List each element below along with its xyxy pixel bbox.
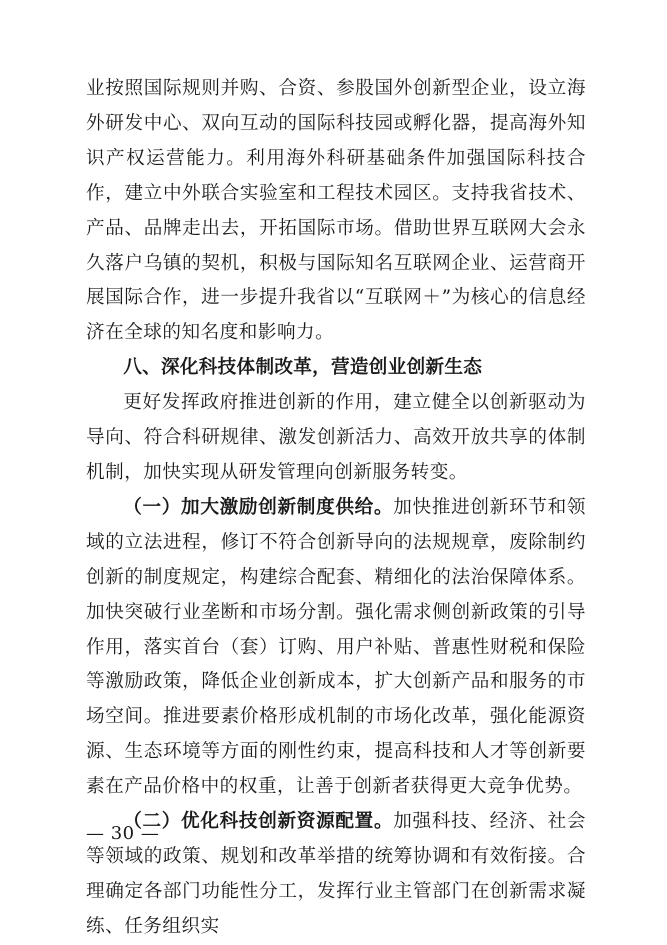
section-heading: 八、深化科技体制改革，营造创业创新生态 (123, 357, 483, 379)
paragraph-resource-allocation (86, 805, 586, 945)
subsection-body-2: 加强科技、经济、社会等领域的政策、规划和改革举措的统筹协调和有效衔接。合理确定各部门功能性分工，发挥行业主管部门在创新需求凝练、任务组织实 (86, 811, 586, 937)
paragraph-international-cooperation: 业按照国际规则并购、合资、参股国外创新型企业，设立海外研发中心、双向互动的国际科技园或孵化器，提高海外知识产权运营能力。利用海外科研基础条件加强国际科技合作，建立中外联合实验室和工程技术园区。支持我省技术、产品、品牌走出去，开拓国际市场。借助世界互联网大会永久落户乌镇的契机，积极与国际知名互联网企业、运营商开展国际合作，进一步提升我省以“互联网＋”为核心的信息经济在全球的知名度和影响力。 (86, 78, 586, 344)
subsection-heading-2: （二）优化科技创新资源配置。 (123, 811, 394, 833)
paragraph-section-intro: 更好发挥政府推进创新的作用，建立健全以创新驱动为导向、符合科研规律、激发创新活力、高效开放共享的体制机制，加快实现从研发管理向创新服务转变。 (86, 392, 586, 483)
page-number: — 30 — (86, 823, 160, 844)
page-body (86, 72, 586, 945)
subsection-heading-1: （一）加大激励创新制度供给。 (123, 496, 394, 518)
paragraph-incentive-system (86, 491, 586, 805)
subsection-body-1: 加快推进创新环节和领域的立法进程，修订不符合创新导向的法规规章，废除制约创新的制度规定，构建综合配套、精细化的法治保障体系。加快突破行业垄断和市场分割。强化需求侧创新政策的引导作用，落实首台（套）订购、用户补贴、普惠性财税和保险等激励政策，降低企业创新成本，扩大创新产品和服务的市场空间。推进要素价格形成机制的市场化改革，强化能源资源、生态环境等方面的刚性约束，提高科技和人才等创新要素在产品价格中的权重，让善于创新者获得更大竞争优势。 (86, 496, 586, 798)
